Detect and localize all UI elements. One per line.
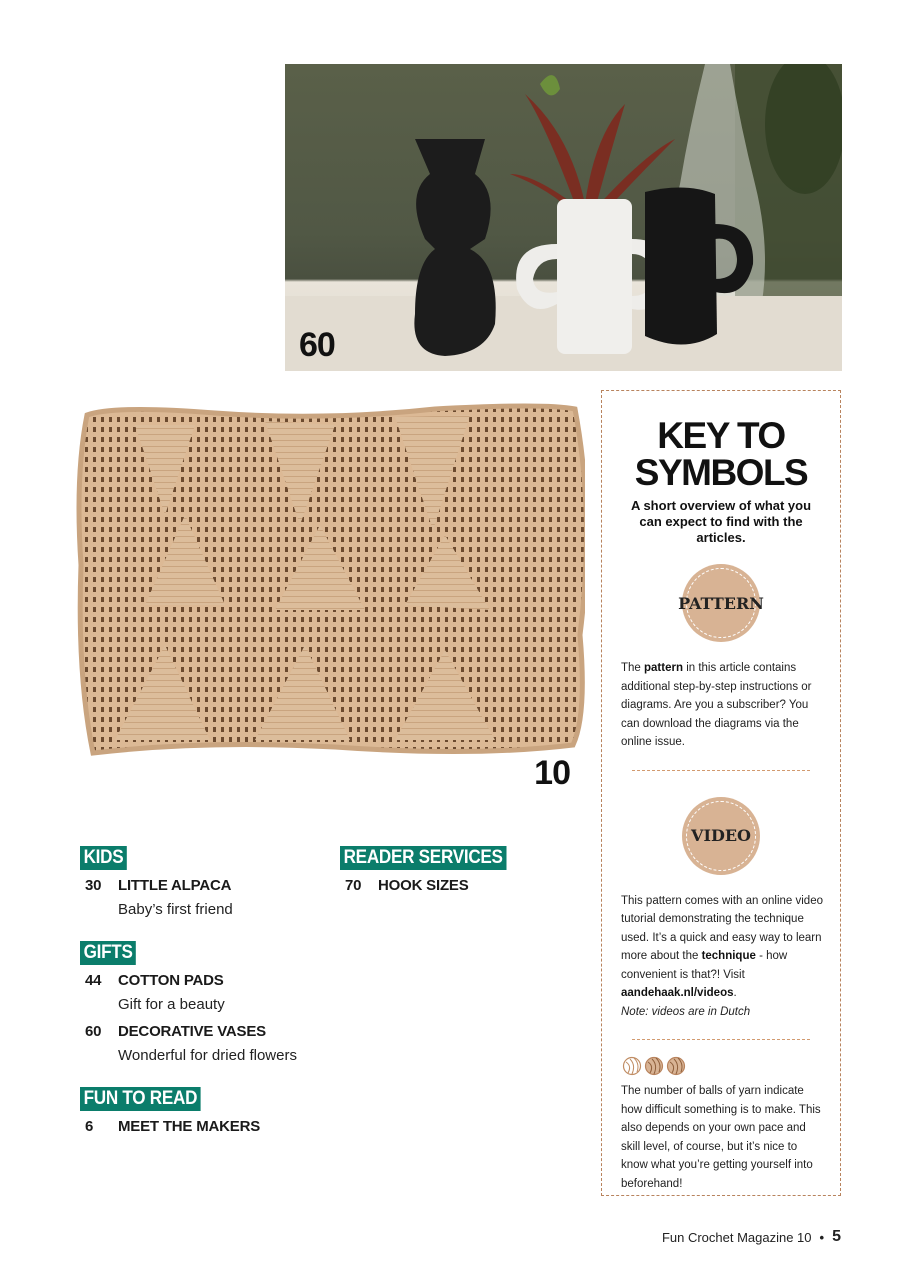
contents-entry[interactable] (80, 971, 330, 1016)
entry-title: LITTLE ALPACA (118, 877, 232, 894)
text-run-bold: technique (701, 950, 756, 962)
contents-entry[interactable] (340, 876, 570, 896)
difficulty-description: The number of balls of yarn indicate how difficult something is to make. This also depends on your own pace and skill level, of course, but it’s nice to know what you’re getting yourself into beforehand! (621, 1085, 821, 1190)
contents-column-left (80, 846, 330, 1157)
key-to-symbols-box (601, 390, 841, 1196)
entry-heading (340, 876, 570, 896)
video-badge-icon (682, 797, 760, 875)
text-run-bold: pattern (644, 662, 683, 674)
key-subtitle: A short overview of what you can expect to find with the articles. (630, 498, 812, 545)
yarn-ball-icon (666, 1056, 686, 1076)
pillow-page-number: 10 (534, 754, 570, 792)
magazine-name: Fun Crochet Magazine 10 (661, 1229, 812, 1245)
contents-entry[interactable] (80, 1117, 330, 1137)
footer-bullet: • (819, 1229, 825, 1245)
divider (632, 1039, 810, 1040)
contents-entry[interactable] (80, 1022, 330, 1067)
contents-group-fun-to-read (80, 1087, 330, 1137)
video-badge-label: VIDEO (691, 826, 751, 845)
entry-page: 6 (85, 1118, 94, 1135)
entry-heading (80, 1022, 330, 1042)
divider (632, 770, 810, 771)
yarn-ball-icon (622, 1056, 642, 1076)
text-run: . (733, 987, 737, 999)
text-run: - how convenient is that?! Visit (621, 950, 788, 981)
category-label: READER SERVICES (340, 846, 506, 870)
contents-column-right (340, 846, 570, 916)
category-label: KIDS (80, 846, 127, 870)
vases-illustration (285, 64, 842, 371)
key-title-line-2: SYMBOLS (634, 452, 808, 493)
entry-subtitle: Gift for a beauty (118, 996, 225, 1013)
entry-page: 60 (85, 1023, 102, 1040)
entry-page: 44 (85, 972, 102, 989)
entry-title: COTTON PADS (118, 972, 224, 989)
text-run: This pattern comes with an online video tutorial demonstrating the technique used. It’s a quick and easy way to learn more about the (621, 894, 823, 962)
difficulty-yarn-icons (622, 1056, 820, 1076)
entry-page: 30 (85, 877, 102, 894)
entry-heading (80, 876, 330, 896)
vases-page-number: 60 (299, 326, 335, 364)
pattern-badge-label: PATTERN (678, 593, 764, 613)
text-run: The (621, 662, 645, 674)
page-number: 5 (832, 1228, 841, 1245)
pattern-badge-icon (678, 564, 764, 642)
contents-group-reader-services (340, 846, 570, 896)
pillow-photo (75, 395, 585, 795)
entry-title: HOOK SIZES (378, 877, 469, 894)
entry-title: MEET THE MAKERS (118, 1118, 261, 1135)
entry-heading (80, 1117, 330, 1137)
video-note: Note: videos are in Dutch (621, 1005, 751, 1018)
pillow-illustration (75, 395, 585, 795)
page-footer (662, 1228, 841, 1246)
category-label: FUN TO READ (80, 1087, 201, 1111)
pattern-description (621, 659, 826, 752)
key-title-line-1: KEY TO (657, 415, 785, 456)
video-link[interactable]: aandehaak.nl/videos (621, 987, 734, 999)
entry-subtitle: Baby’s first friend (118, 901, 233, 918)
category-label: GIFTS (80, 941, 136, 965)
entry-page: 70 (345, 877, 362, 894)
vases-photo (285, 64, 842, 371)
contents-group-kids (80, 846, 330, 921)
video-description (621, 892, 826, 1022)
key-title (622, 417, 820, 491)
entry-title: DECORATIVE VASES (118, 1023, 266, 1040)
entry-heading (80, 971, 330, 991)
contents-entry[interactable] (80, 876, 330, 921)
entry-subtitle: Wonderful for dried flowers (118, 1047, 297, 1064)
yarn-ball-icon (644, 1056, 664, 1076)
text-run: in this article contains additional step-by-step instructions or diagrams. Are you a subscriber? You can download the diagrams via the online issue. (621, 662, 812, 748)
contents-group-gifts (80, 941, 330, 1067)
